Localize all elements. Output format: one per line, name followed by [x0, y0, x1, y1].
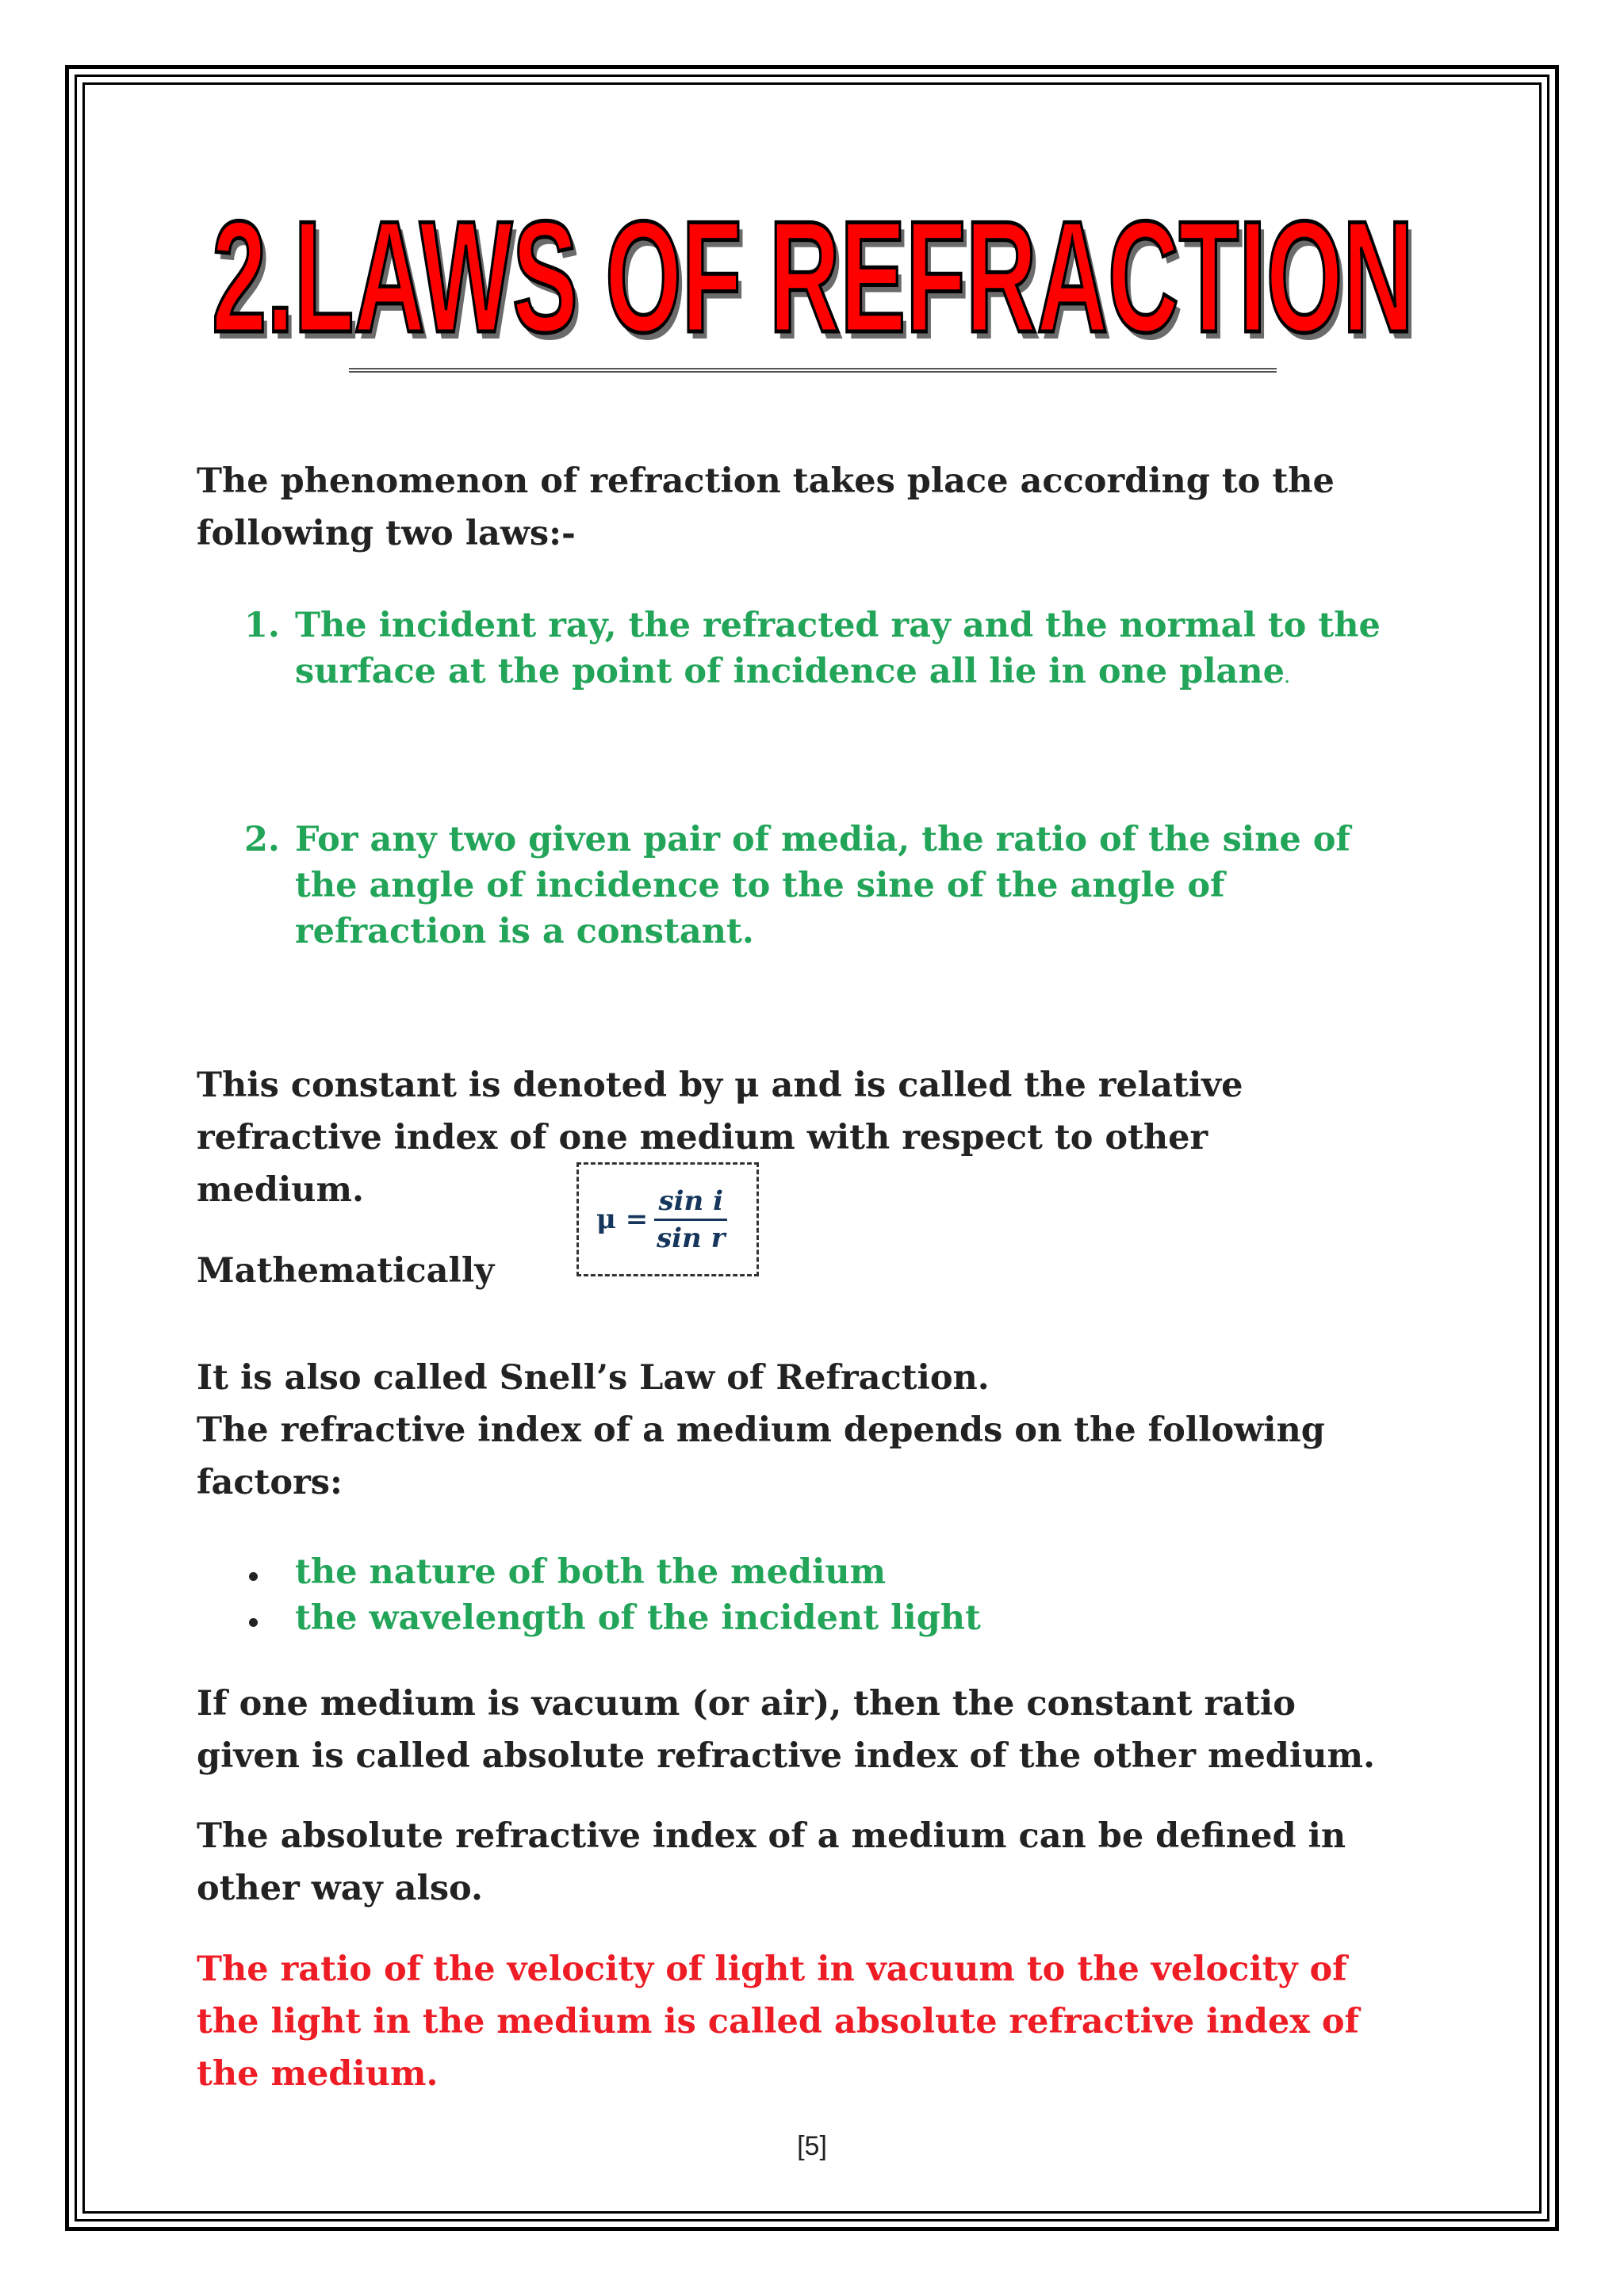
law-2-number: 2.: [244, 820, 280, 859]
depends-line-1: The refractive index of a medium depends on the following: [197, 1410, 1325, 1450]
page-number: [5]: [797, 2131, 827, 2161]
formula-numerator: sin i: [658, 1184, 723, 1217]
vacuum-line-2: given is called absolute refractive index of the other medium.: [197, 1736, 1375, 1776]
other-way-line-2: other way also.: [197, 1869, 483, 1908]
definition-line-3: the medium.: [197, 2054, 439, 2094]
law-1-trailing-dot: .: [1285, 670, 1290, 687]
intro-line-2: following two laws:-: [197, 514, 576, 553]
formula-denominator: sin r: [656, 1222, 726, 1254]
law-1-line-1: The incident ray, the refracted ray and the normal to the: [295, 606, 1381, 645]
factor-2: the wavelength of the incident light: [295, 1598, 981, 1638]
constant-line-1: This constant is denoted by μ and is called the relative: [197, 1066, 1243, 1105]
formula-fraction: [654, 1184, 727, 1256]
formula-lhs: μ =: [596, 1203, 649, 1235]
snell-line: It is also called Snell’s Law of Refraction.: [197, 1358, 990, 1398]
depends-line-2: factors:: [197, 1463, 343, 1502]
constant-line-3: medium.: [197, 1170, 364, 1210]
page-title: 2.LAWS OF REFRACTION: [212, 189, 1414, 365]
title-underline: [349, 368, 1277, 373]
constant-line-2: refractive index of one medium with respect to other: [197, 1118, 1208, 1158]
bullet-1: [249, 1572, 258, 1581]
bullet-2: [249, 1618, 258, 1627]
mathematically-label: Mathematically: [197, 1251, 495, 1291]
law-1-number: 1.: [244, 606, 280, 645]
law-2-line-3: refraction is a constant.: [295, 912, 754, 951]
intro-line-1: The phenomenon of refraction takes place according to the: [197, 461, 1335, 501]
law-2-line-1: For any two given pair of media, the ratio of the sine of: [295, 820, 1350, 859]
definition-line-2: the light in the medium is called absolute refractive index of: [197, 2002, 1360, 2042]
law-2-line-2: the angle of incidence to the sine of the angle of: [295, 866, 1225, 905]
definition-line-1: The ratio of the velocity of light in vacuum to the velocity of: [197, 1950, 1347, 1989]
other-way-line-1: The absolute refractive index of a medium can be defined in: [197, 1816, 1346, 1856]
vacuum-line-1: If one medium is vacuum (or air), then the constant ratio: [197, 1684, 1296, 1724]
law-1-line-2: surface at the point of incidence all lie in one plane: [295, 652, 1285, 691]
law-1-line-2-wrap: [295, 649, 1289, 702]
formula-box: [576, 1162, 759, 1276]
factor-1: the nature of both the medium: [295, 1552, 887, 1592]
